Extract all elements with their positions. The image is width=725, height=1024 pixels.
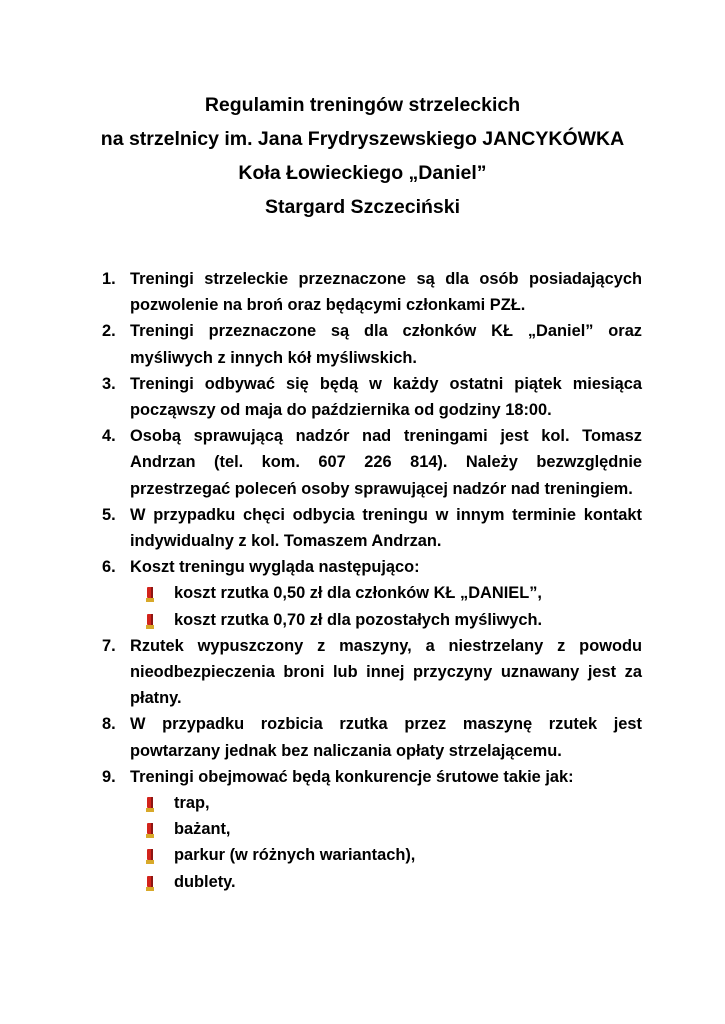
sublist-item-text: parkur (w różnych wariantach), (174, 846, 416, 865)
shotgun-shell-icon (146, 585, 154, 601)
rule-sublist (130, 580, 642, 632)
rule-text: Treningi strzeleckie przeznaczone są dla osób posiadających pozwolenie na broń oraz będącymi członkami PZŁ. (130, 270, 642, 315)
rule-number: 6. (102, 558, 116, 577)
rule-text: Treningi przeznaczone są dla członków KŁ „Daniel” oraz myśliwych z innych kół myśliwskich. (130, 322, 642, 367)
title-line-3: Koła Łowieckiego „Daniel” (238, 162, 487, 184)
shotgun-shell-icon (146, 874, 154, 890)
rule-item (96, 318, 642, 370)
sublist-item (130, 842, 642, 868)
rule-number: 1. (102, 270, 116, 288)
sublist-item (130, 869, 642, 895)
sublist-item (130, 790, 642, 816)
rule-item (96, 266, 642, 318)
rule-item (96, 764, 642, 895)
sublist-item-text: koszt rzutka 0,70 zł dla pozostałych myśliwych. (174, 610, 543, 629)
rule-text: Koszt treningu wygląda następująco: (130, 558, 420, 577)
rule-text: Osobą sprawującą nadzór nad treningami jest kol. Tomasz Andrzan (tel. kom. 607 226 814). Należy bezwzględnie przestrzegać poleceń osoby sprawującej nadzór nad treningiem. (130, 427, 642, 498)
rule-item (96, 554, 642, 633)
rule-text: W przypadku chęci odbycia treningu w innym terminie kontakt indywidualny z kol. Tomaszem Andrzan. (130, 505, 642, 551)
rule-number: 5. (102, 505, 116, 524)
rule-number: 3. (102, 374, 116, 393)
rule-item (96, 633, 642, 712)
rule-item (96, 711, 642, 763)
rule-text: Treningi odbywać się będą w każdy ostatni piątek miesiąca począwszy od maja do października od godziny 18:00. (130, 374, 642, 420)
shotgun-shell-icon (146, 795, 154, 811)
rule-item (96, 423, 642, 502)
rule-sublist (130, 790, 642, 895)
rule-text: W przypadku rozbicia rzutka przez maszynę rzutek jest powtarzany jednak bez naliczania opłaty strzelającemu. (130, 715, 642, 760)
rules-list (96, 266, 642, 895)
sublist-item-text: bażant, (174, 820, 231, 839)
shotgun-shell-icon (146, 821, 154, 837)
document-title (0, 88, 725, 224)
sublist-item (130, 816, 642, 842)
rule-text: Rzutek wypuszczony z maszyny, a niestrzelany z powodu nieodbezpieczenia broni lub innej przyczyny uznawany jest za płatny. (130, 636, 642, 708)
sublist-item (130, 607, 642, 633)
sublist-item-text: dublety. (174, 872, 236, 891)
sublist-item-text: trap, (174, 794, 210, 813)
rule-number: 4. (102, 427, 116, 446)
rule-number: 8. (102, 715, 116, 734)
rule-item (96, 502, 642, 554)
title-line-1: Regulamin treningów strzeleckich (204, 94, 521, 116)
title-line-2: na strzelnicy im. Jana Frydryszewskiego JANCYKÓWKA (100, 128, 625, 150)
sublist-item (130, 580, 642, 606)
rule-number: 9. (102, 767, 116, 786)
sublist-item-text: koszt rzutka 0,50 zł dla członków KŁ „DANIEL”, (174, 584, 542, 603)
rule-number: 2. (102, 322, 116, 341)
rule-number: 7. (102, 636, 116, 655)
rule-text: Treningi obejmować będą konkurencje śrutowe takie jak: (130, 767, 574, 786)
title-line-4: Stargard Szczeciński (264, 196, 461, 218)
shotgun-shell-icon (146, 612, 154, 628)
rule-item (96, 371, 642, 423)
shotgun-shell-icon (146, 847, 154, 863)
